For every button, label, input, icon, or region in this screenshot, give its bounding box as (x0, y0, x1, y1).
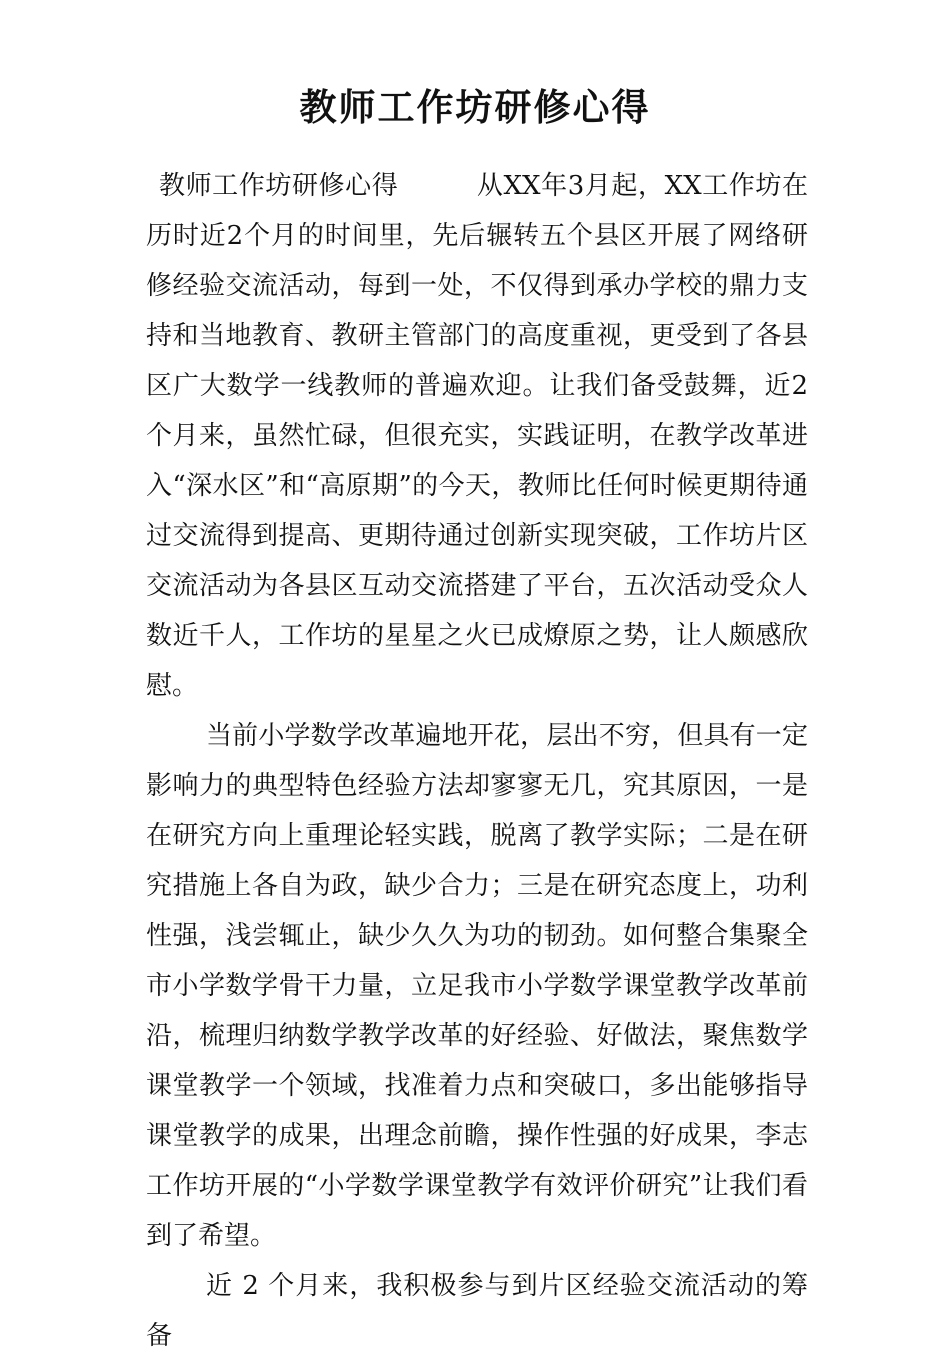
paragraph-1-text: 从XX年3月起，XX工作坊在历时近2个月的时间里，先后辗转五个县区开展了网络研修经验交流活动，每到一处，不仅得到承办学校的鼎力支持和当地教育、教研主管部门的高度重视，更受到了各县区广大数学一线教师的普遍欢迎。让我们备受鼓舞，近2个月来，虽然忙碌，但很充实，实践证明，在教学改革进入“深水区”和“高原期”的今天，教师比任何时候更期待通过交流得到提高、更期待通过创新实现突破，工作坊片区交流活动为各县区互动交流搭建了平台，五次活动受众人数近千人，工作坊的星星之火已成燎原之势，让人颇感欣慰。 (146, 171, 808, 701)
document-body (146, 161, 808, 1361)
paragraph-2: 当前小学数学改革遍地开花，层出不穷，但具有一定影响力的典型特色经验方法却寥寥无几，究其原因，一是在研究方向上重理论轻实践，脱离了教学实际；二是在研究措施上各自为政，缺少合力；三是在研究态度上，功利性强，浅尝辄止，缺少久久为功的韧劲。如何整合集聚全市小学数学骨干力量，立足我市小学数学课堂教学改革前沿，梳理归纳数学教学改革的好经验、好做法，聚焦数学课堂教学一个领域，找准着力点和突破口，多出能够指导课堂教学的成果，出理念前瞻，操作性强的好成果，李志工作坊开展的“小学数学课堂教学有效评价研究”让我们看到了希望。 (146, 721, 808, 1251)
paragraph-1 (146, 161, 808, 711)
document-title: 教师工作坊研修心得 (299, 86, 651, 129)
paragraph-1-lead: 教师工作坊研修心得 (159, 171, 399, 201)
paragraph-3: 近 2 个月来，我积极参与到片区经验交流活动的筹备 (146, 1271, 808, 1351)
